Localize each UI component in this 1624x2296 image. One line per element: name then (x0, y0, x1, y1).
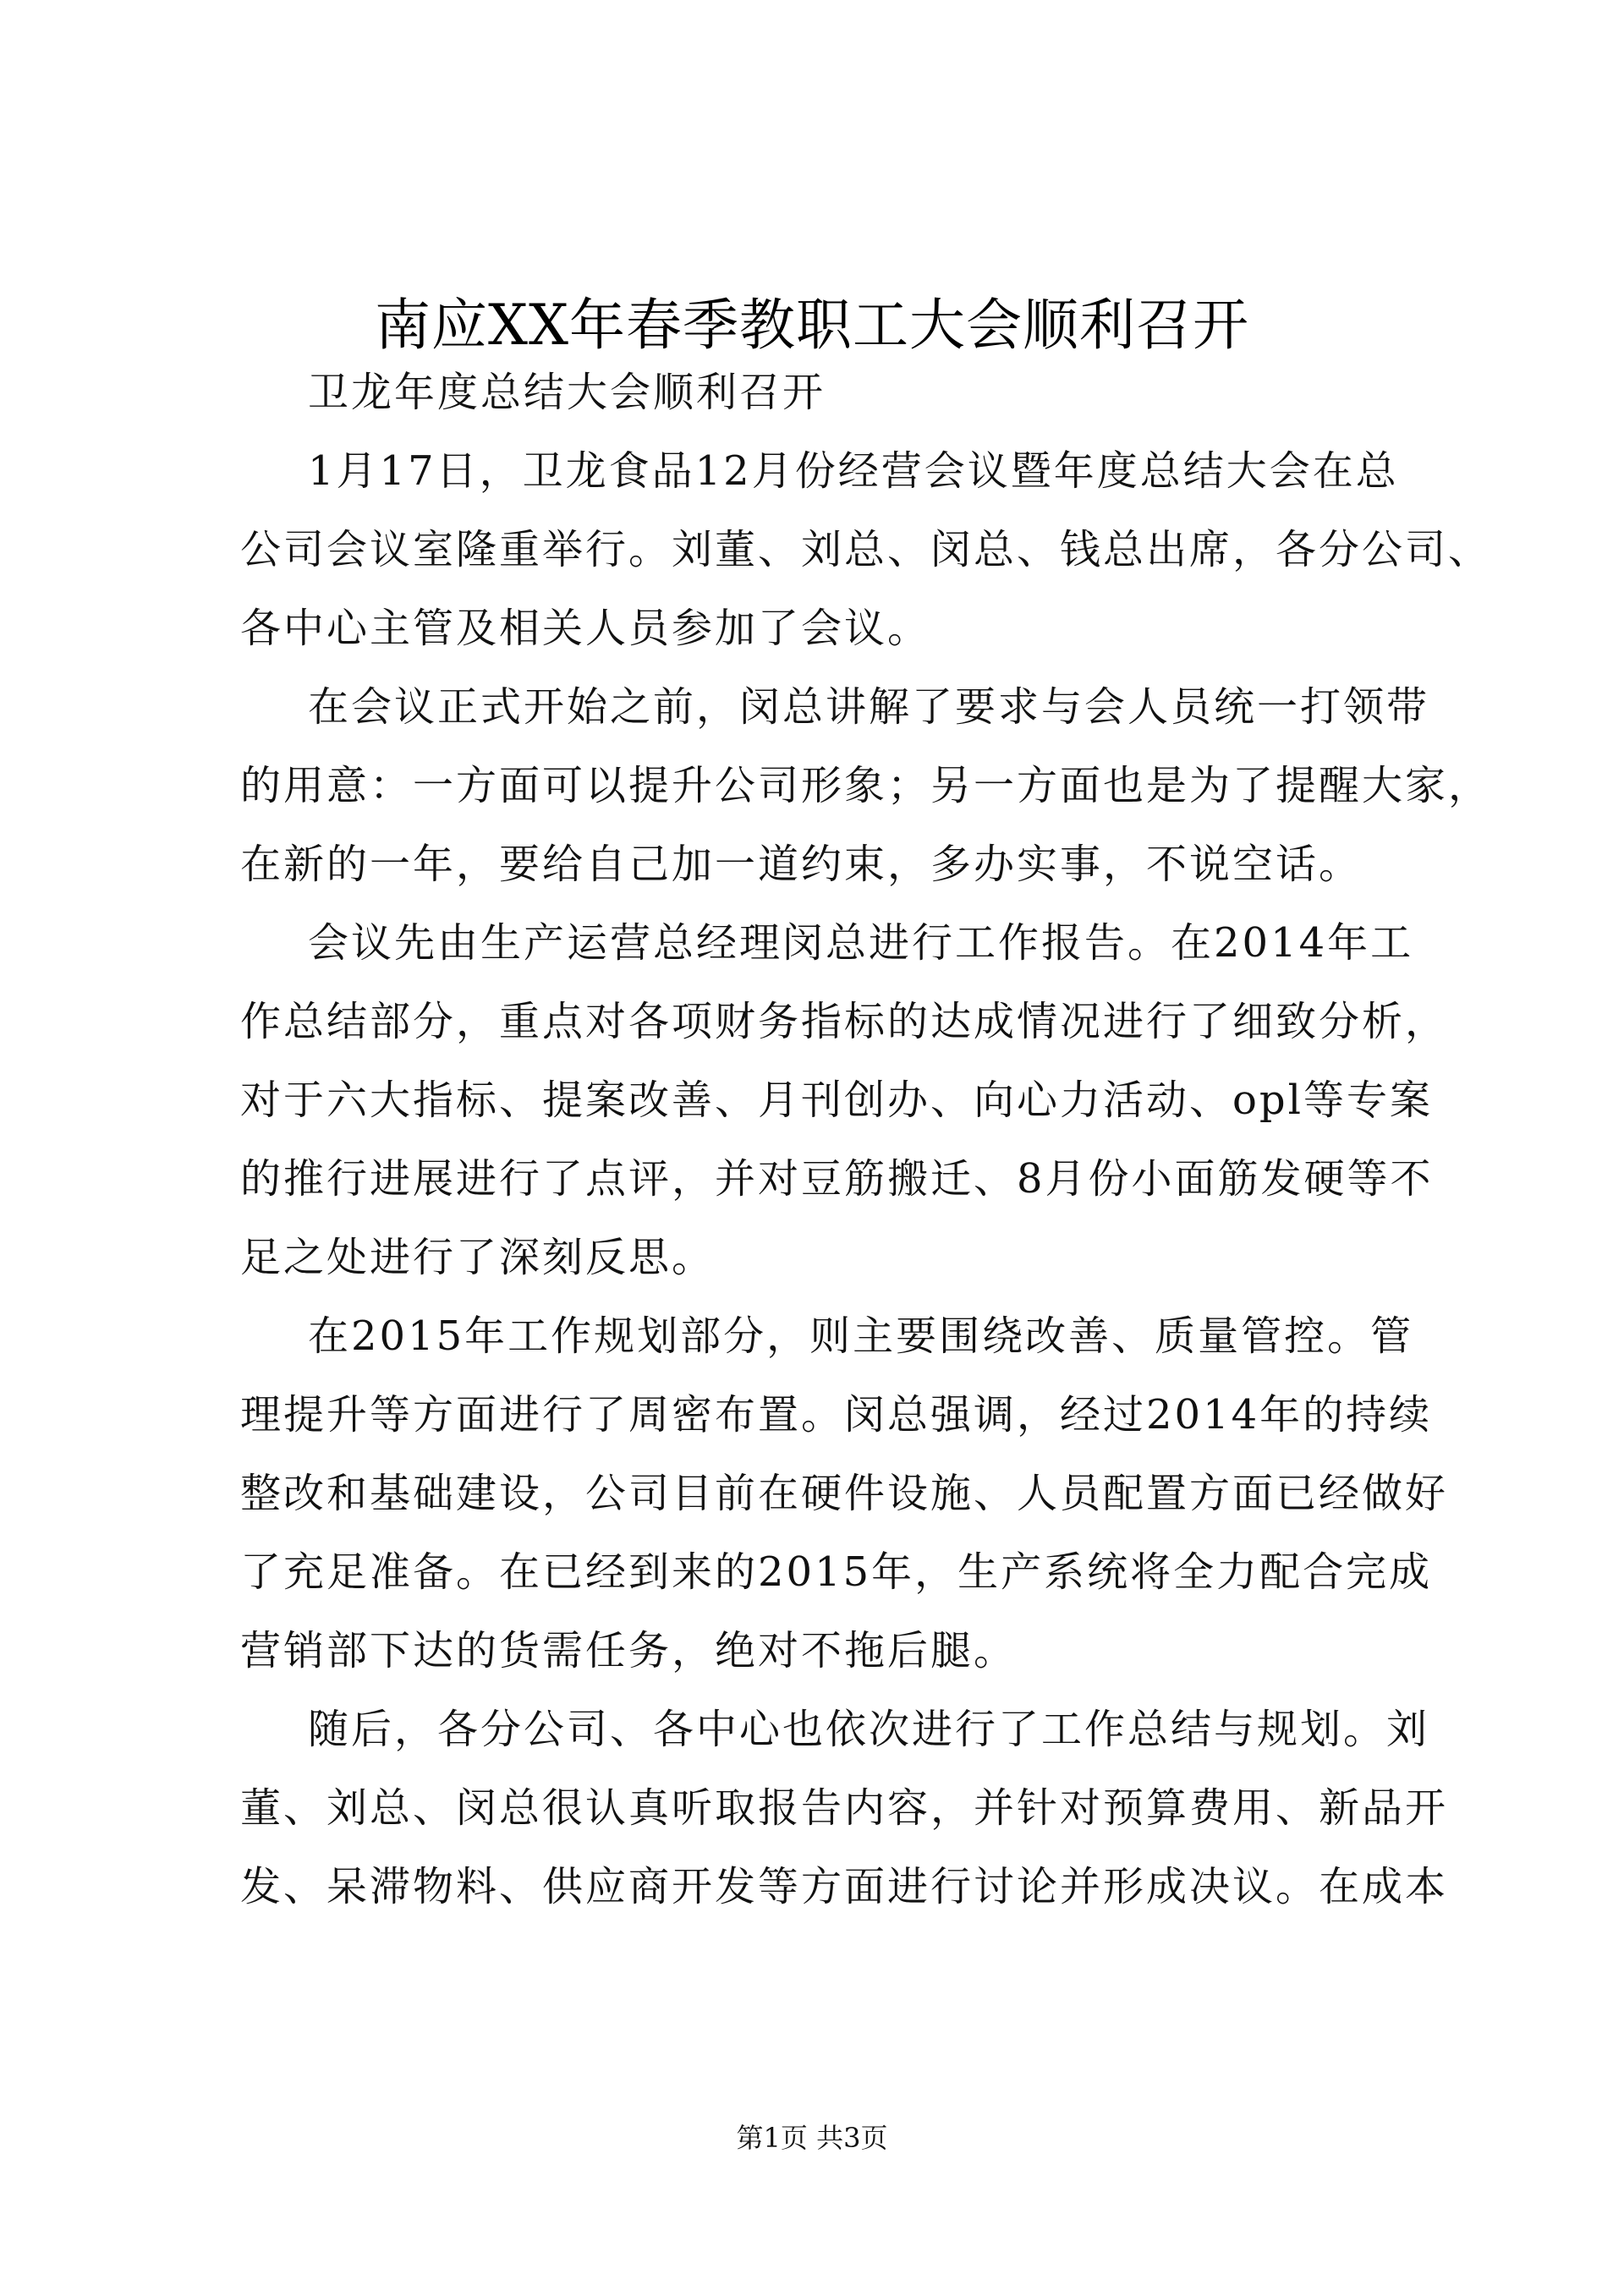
text-line: 在会议正式开始之前，闵总讲解了要求与会人员统一打领带 (308, 683, 1430, 731)
text-line: 理提升等方面进行了周密布置。闵总强调，经过2014年的持续 (240, 1391, 1433, 1438)
text-line: 整改和基础建设，公司目前在硬件设施、人员配置方面已经做好 (240, 1470, 1449, 1517)
text-line: 随后，各分公司、各中心也依次进行了工作总结与规划。刘 (308, 1706, 1430, 1753)
text-line: 足之处进行了深刻反思。 (240, 1234, 716, 1281)
paragraph (240, 353, 1424, 432)
text-line: 在新的一年，要给自己加一道约束，多办实事，不说空话。 (240, 841, 1363, 888)
paragraph (240, 1690, 1449, 1926)
document-title: 南应XX年春季教职工大会顺利召开 (375, 293, 1249, 358)
document-body (240, 353, 1492, 1926)
text-line: 卫龙年度总结大会顺利召开 (308, 369, 826, 416)
text-line: 公司会议室隆重举行。刘董、刘总、闵总、钱总出席，各分公司、 (240, 526, 1492, 573)
text-line: 会议先由生产运营总经理闵总进行工作报告。在2014年工 (308, 919, 1414, 967)
text-line: 了充足准备。在已经到来的2015年，生产系统将全力配合完成 (240, 1548, 1433, 1596)
text-line: 营销部下达的货需任务，绝对不拖后腿。 (240, 1627, 1018, 1674)
text-line: 发、呆滞物料、供应商开发等方面进行讨论并形成决议。在成本 (240, 1863, 1449, 1910)
text-line: 对于六大指标、提案改善、月刊创办、向心力活动、opl等专案 (240, 1077, 1433, 1124)
paragraph (240, 432, 1492, 668)
paragraph (240, 668, 1492, 904)
text-line: 作总结部分，重点对各项财务指标的达成情况进行了细致分析， (240, 998, 1449, 1045)
paragraph (240, 904, 1449, 1297)
paragraph (240, 1297, 1449, 1690)
page-number-footer: 第1页 共3页 (736, 2122, 888, 2154)
text-line: 各中心主管及相关人员参加了会议。 (240, 605, 931, 652)
text-line: 的用意：一方面可以提升公司形象；另一方面也是为了提醒大家， (240, 762, 1492, 809)
text-line: 1月17日，卫龙食品12月份经营会议暨年度总结大会在总 (308, 447, 1399, 495)
text-line: 董、刘总、闵总很认真听取报告内容，并针对预算费用、新品开 (240, 1784, 1449, 1832)
text-line: 的推行进展进行了点评，并对豆筋搬迁、8月份小面筋发硬等不 (240, 1155, 1434, 1203)
text-line: 在2015年工作规划部分，则主要围绕改善、质量管控。管 (308, 1312, 1414, 1360)
